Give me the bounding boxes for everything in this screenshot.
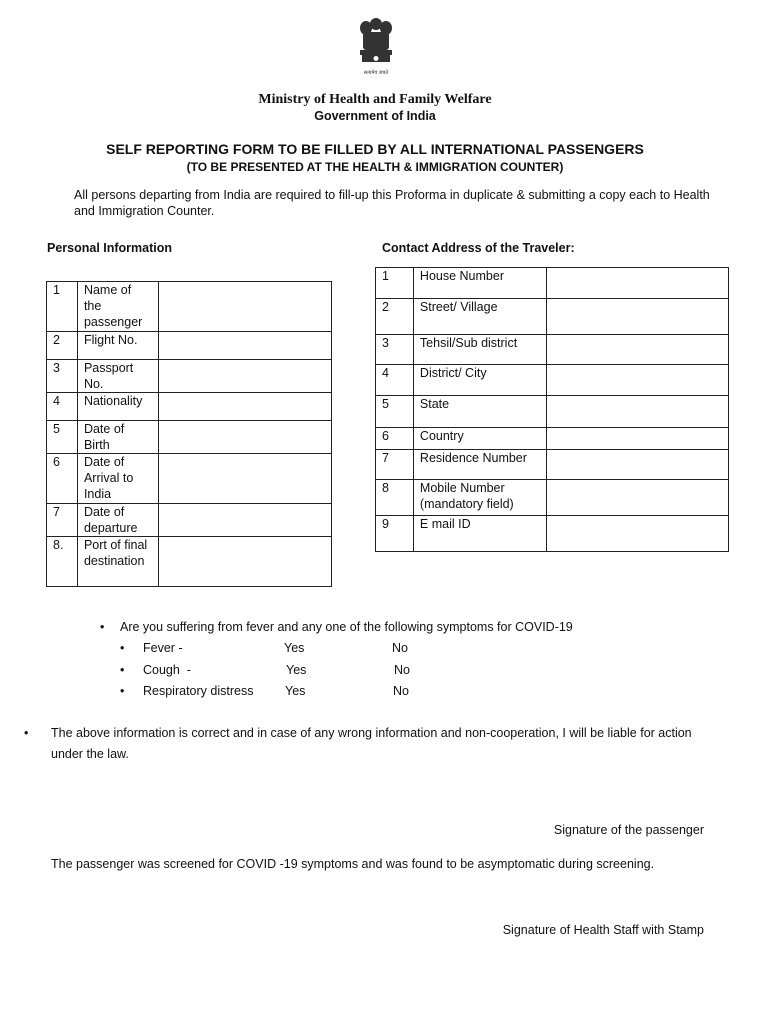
- table-row: [376, 268, 729, 299]
- row-label: Street/ Village: [413, 299, 546, 335]
- row-label: Passport No.: [77, 360, 158, 393]
- table-row: [47, 421, 332, 454]
- bullet-icon: •: [100, 620, 105, 634]
- house-number-field[interactable]: [546, 268, 728, 299]
- symptom-fever-no[interactable]: No: [392, 641, 408, 655]
- table-row: [376, 480, 729, 516]
- government-name: Government of India: [314, 109, 436, 123]
- staff-signature-label: Signature of Health Staff with Stamp: [502, 923, 704, 937]
- street-village-field[interactable]: [546, 299, 728, 335]
- table-row: [376, 428, 729, 450]
- row-label: Country: [413, 428, 546, 450]
- row-number: 3: [47, 360, 78, 393]
- row-number: 7: [376, 450, 414, 480]
- symptom-respiratory-yes[interactable]: Yes: [285, 684, 306, 698]
- row-number: 5: [47, 421, 78, 454]
- row-label: House Number: [413, 268, 546, 299]
- row-label: Tehsil/Sub district: [413, 335, 546, 365]
- row-number: 6: [47, 454, 78, 504]
- symptom-cough-label: Cough -: [143, 663, 191, 677]
- table-row: [376, 299, 729, 335]
- row-label: Name of the passenger: [77, 282, 158, 332]
- row-label: State: [413, 396, 546, 428]
- row-number: 4: [47, 393, 78, 421]
- row-number: 7: [47, 504, 78, 537]
- row-label: Residence Number: [413, 450, 546, 480]
- symptom-question: [100, 620, 573, 634]
- table-row: [47, 454, 332, 504]
- final-destination-field[interactable]: [158, 537, 331, 587]
- row-number: 2: [376, 299, 414, 335]
- flight-number-field[interactable]: [158, 332, 331, 360]
- bullet-icon: •: [120, 684, 125, 698]
- row-number: 8.: [47, 537, 78, 587]
- contact-address-heading: Contact Address of the Traveler:: [382, 241, 575, 255]
- state-field[interactable]: [546, 396, 728, 428]
- symptom-respiratory-no[interactable]: No: [393, 684, 409, 698]
- row-label: Date of Birth: [77, 421, 158, 454]
- symptom-respiratory-label: Respiratory distress: [143, 684, 254, 698]
- intro-paragraph: All persons departing from India are required to fill-up this Proforma in duplicate & submitting a copy each to Health and Immigration Counter.: [74, 188, 710, 218]
- personal-info-table: [46, 281, 332, 587]
- table-row: [47, 282, 332, 332]
- declaration-text: The above information is correct and in case of any wrong information and non-cooperation, I will be liable for action under the law.: [51, 726, 692, 761]
- row-label: Date of departure: [77, 504, 158, 537]
- row-label: District/ City: [413, 365, 546, 396]
- row-number: 3: [376, 335, 414, 365]
- table-row: [376, 335, 729, 365]
- table-row: [376, 365, 729, 396]
- bullet-icon: •: [24, 726, 29, 740]
- symptom-cough-yes[interactable]: Yes: [286, 663, 307, 677]
- symptom-question-text: Are you suffering from fever and any one of the following symptoms for COVID-19: [120, 620, 573, 634]
- row-number: 1: [47, 282, 78, 332]
- table-row: [376, 450, 729, 480]
- ministry-name: Ministry of Health and Family Welfare: [258, 92, 492, 107]
- symptom-cough-no[interactable]: No: [394, 663, 410, 677]
- table-row: [47, 393, 332, 421]
- country-field[interactable]: [546, 428, 728, 450]
- row-number: 2: [47, 332, 78, 360]
- bullet-icon: •: [120, 641, 125, 655]
- table-row: [47, 360, 332, 393]
- row-number: 6: [376, 428, 414, 450]
- symptom-fever-yes[interactable]: Yes: [284, 641, 305, 655]
- district-city-field[interactable]: [546, 365, 728, 396]
- row-label: Port of final destination: [77, 537, 158, 587]
- mobile-number-field[interactable]: [546, 480, 728, 516]
- row-label: Date of Arrival to India: [77, 454, 158, 504]
- row-label: Nationality: [77, 393, 158, 421]
- table-row: [47, 332, 332, 360]
- row-label: Flight No.: [77, 332, 158, 360]
- tehsil-field[interactable]: [546, 335, 728, 365]
- row-number: 1: [376, 268, 414, 299]
- passport-number-field[interactable]: [158, 360, 331, 393]
- nationality-field[interactable]: [158, 393, 331, 421]
- personal-info-heading: Personal Information: [47, 241, 173, 255]
- national-emblem-icon: [352, 14, 400, 78]
- arrival-date-field[interactable]: [158, 454, 331, 504]
- residence-number-field[interactable]: [546, 450, 728, 480]
- screening-note: The passenger was screened for COVID -19 symptoms and was found to be asymptomatic during screening.: [51, 857, 655, 871]
- row-number: 4: [376, 365, 414, 396]
- email-field[interactable]: [546, 516, 728, 552]
- table-row: [47, 537, 332, 587]
- table-row: [376, 396, 729, 428]
- declaration: [24, 723, 704, 765]
- emblem-caption: सत्यमेव जयते: [363, 70, 389, 76]
- contact-address-table: [375, 267, 729, 552]
- row-number: 5: [376, 396, 414, 428]
- form-title: SELF REPORTING FORM TO BE FILLED BY ALL INTERNATIONAL PASSENGERS: [106, 141, 644, 157]
- table-row: [47, 504, 332, 537]
- passenger-signature-label: Signature of the passenger: [553, 823, 704, 837]
- row-number: 9: [376, 516, 414, 552]
- row-label: E mail ID: [413, 516, 546, 552]
- row-number: 8: [376, 480, 414, 516]
- passenger-name-field[interactable]: [158, 282, 331, 332]
- row-label: Mobile Number (mandatory field): [413, 480, 546, 516]
- date-of-birth-field[interactable]: [158, 421, 331, 454]
- table-row: [376, 516, 729, 552]
- symptom-fever-label: Fever -: [143, 641, 183, 655]
- form-subtitle: (TO BE PRESENTED AT THE HEALTH & IMMIGRATION COUNTER): [186, 160, 564, 174]
- bullet-icon: •: [120, 663, 125, 677]
- departure-date-field[interactable]: [158, 504, 331, 537]
